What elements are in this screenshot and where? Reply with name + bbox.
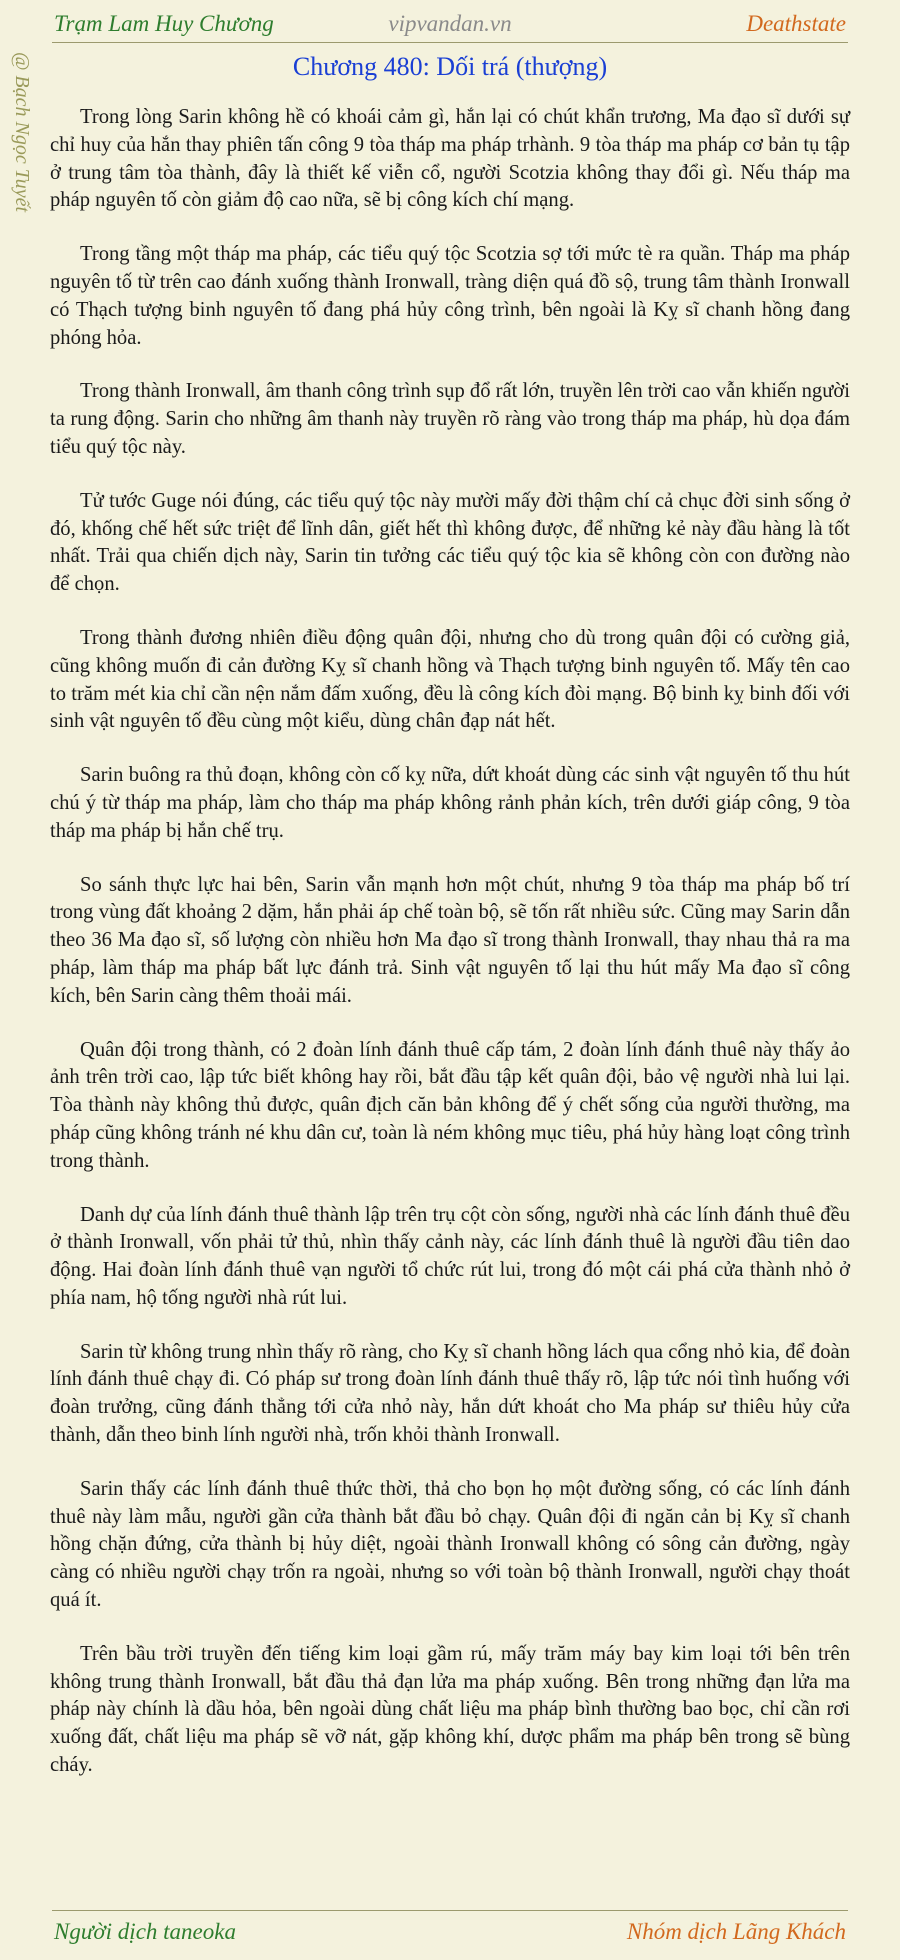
page-header: [52, 6, 848, 43]
page-footer: [52, 1910, 848, 1947]
chapter-title: Chương 480: Dối trá (thượng): [292, 52, 608, 81]
paragraph-12: Trên bầu trời truyền đến tiếng kim loại gầm rú, mấy trăm máy bay kim loại tới bên trên không trung thành Ironwall, bắt đầu thả đạn lửa ma pháp xuống. Bên trong những đạn lửa ma pháp này chính là dầu hỏa, bên ngoài dùng chất liệu ma pháp bình thường bao bọc, chỉ cần rơi xuống đất, chất liệu ma pháp sẽ vỡ nát, gặp không khí, dược phẩm ma pháp bên trong sẽ bùng cháy.: [50, 1642, 850, 1777]
paragraph-6: Sarin buông ra thủ đoạn, không còn cố kỵ nữa, dứt khoát dùng các sinh vật nguyên tố thu hút chú ý từ tháp ma pháp, làm cho tháp ma pháp không rảnh phản kích, trên dưới giáp công, 9 tòa tháp ma pháp bị hắn chế trụ.: [50, 764, 850, 842]
paragraph-7: So sánh thực lực hai bên, Sarin vẫn mạnh hơn một chút, nhưng 9 tòa tháp ma pháp bố trí trong vùng đất khoảng 2 dặm, hắn phải áp chế toàn bộ, sẽ tốn rất nhiều sức. Cũng may Sarin dẫn theo 36 Ma đạo sĩ, số lượng còn nhiều hơn Ma đạo sĩ trong thành Ironwall, thay nhau thả ra ma pháp, làm tháp ma pháp bất lực đánh trả. Sinh vật nguyên tố lại thu hút mấy Ma đạo sĩ công kích, bên Sarin càng thêm thoải mái.: [50, 873, 850, 1007]
paragraph-2: Trong tầng một tháp ma pháp, các tiểu quý tộc Scotzia sợ tới mức tè ra quần. Tháp ma pháp nguyên tố từ trên cao đánh xuống thành Ironwall, tràng diện quá đồ sộ, trung tâm thành Ironwall có Thạch tượng binh nguyên tố đang phá hủy công trình, bên ngoài là Kỵ sĩ chanh hồng đang phóng hỏa.: [50, 243, 850, 349]
header-site-name: vipvandan.vn: [388, 11, 512, 36]
header-book-title: Trạm Lam Huy Chương: [54, 11, 274, 36]
chapter-body: [50, 104, 850, 1806]
paragraph-10: Sarin từ không trung nhìn thấy rõ ràng, cho Kỵ sĩ chanh hồng lách qua cổng nhỏ kia, để đoàn lính đánh thuê chạy đi. Có pháp sư trong đoàn lính đánh thuê thấy rõ, lập tức nói tình huống với đoàn trưởng, cũng đánh thẳng tới cửa nhỏ này, hắn dứt khoát cho Ma pháp sư thiêu hủy cửa thành, dẫn theo binh lính người nhà, trốn khỏi thành Ironwall.: [50, 1340, 850, 1447]
paragraph-1: Trong lòng Sarin không hề có khoái cảm gì, hắn lại có chút khẩn trương, Ma đạo sĩ dưới sự chỉ huy của hắn thay phiên tấn công 9 tòa tháp ma pháp trhành. 9 tòa tháp ma pháp cơ bản tụ tập ở trung tâm tòa thành, đây là thiết kế viễn cổ, người Scotzia không thay đổi gì. Nếu tháp ma pháp nguyên tố còn giảm độ cao nữa, sẽ bị công kích chí mạng.: [50, 106, 850, 212]
footer-translation-group: Nhóm dịch Lãng Khách: [626, 1919, 846, 1944]
paragraph-8: Quân đội trong thành, có 2 đoàn lính đánh thuê cấp tám, 2 đoàn lính đánh thuê này thấy ảo ảnh trên trời cao, lập tức biết không hay rồi, bắt đầu tập kết quân đội, bảo vệ người nhà lui lại. Tòa thành này không thủ được, quân địch căn bản không để ý chết sống của người thường, ma pháp cũng không tránh né khu dân cư, toàn là ném không mục tiêu, phá hủy hàng loạt công trình trong thành.: [50, 1038, 850, 1172]
footer-translator: Người dịch taneoka: [54, 1919, 236, 1944]
paragraph-9: Danh dự của lính đánh thuê thành lập trên trụ cột còn sống, người nhà các lính đánh thuê đều ở thành Ironwall, vốn phải tử thủ, nhìn thấy cảnh này, các lính đánh thuê là người đầu tiên dao động. Hai đoàn lính đánh thuê vạn người tổ chức rút lui, trong đó một cái phá cửa thành nhỏ ở phía nam, hộ tống người nhà rút lui.: [50, 1203, 850, 1309]
paragraph-11: Sarin thấy các lính đánh thuê thức thời, thả cho bọn họ một đường sống, có các lính đánh thuê này làm mẫu, người gần cửa thành bắt đầu bỏ chạy. Quân đội đi ngăn cản bị Kỵ sĩ chanh hồng chặn đứng, cửa thành bị hủy diệt, ngoài thành Ironwall không có sông cản đường, ngày càng có nhiều người chạy trốn ra ngoài, nhưng so với toàn bộ thành Ironwall, người chạy thoát quá ít.: [50, 1477, 850, 1612]
header-author: Deathstate: [746, 11, 846, 36]
paragraph-5: Trong thành đương nhiên điều động quân đội, nhưng cho dù trong quân đội có cường giả, cũng không muốn đi cản đường Kỵ sĩ chanh hồng và Thạch tượng binh nguyên tố. Mấy tên cao to trăm mét kia chỉ cần nện nắm đấm xuống, đều là công kích đòi mạng. Bộ binh kỵ binh đối với sinh vật nguyên tố đều cùng một kiểu, dùng chân đạp nát hết.: [50, 626, 850, 733]
paragraph-4: Tử tước Guge nói đúng, các tiểu quý tộc này mười mấy đời thậm chí cả chục đời sinh sống ở đó, khống chế hết sức triệt để lĩnh dân, giết hết thì không được, để những kẻ này đầu hàng là tốt nhất. Trải qua chiến dịch này, Sarin tin tưởng các tiểu quý tộc kia sẽ không còn con đường nào để chọn.: [50, 489, 850, 596]
vertical-credit: [6, 52, 38, 272]
vertical-credit-text: @ Bạch Ngọc Tuyết: [11, 52, 33, 213]
paragraph-3: Trong thành Ironwall, âm thanh công trình sụp đổ rất lớn, truyền lên trời cao vẫn khiến người ta rung động. Sarin cho những âm thanh này truyền rõ ràng vào trong tháp ma pháp, hù dọa đám tiểu quý tộc này.: [50, 380, 851, 458]
